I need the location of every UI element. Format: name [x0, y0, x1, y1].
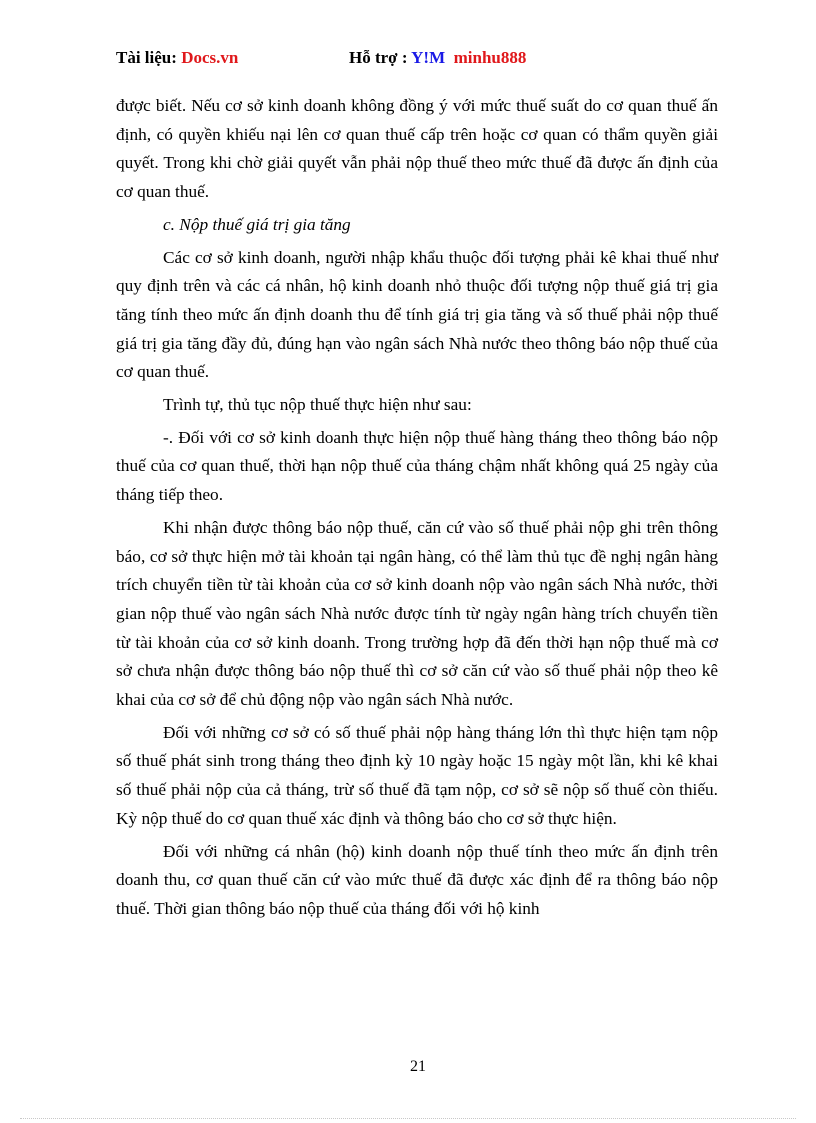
section-heading-vat-payment: c. Nộp thuế giá trị gia tăng — [163, 214, 351, 234]
paragraph: Đối với những cá nhân (hộ) kinh doanh nộp thuế tính theo mức ấn định trên doanh thu, cơ quan thuế căn cứ vào mức thuế đã được xác định để ra thông báo nộp thuế. Thời gian thông báo nộp thuế của tháng đối với hộ kinh — [116, 841, 718, 918]
doc-site-link[interactable]: Docs.vn — [181, 48, 239, 67]
paragraph: Đối với những cơ sở có số thuế phải nộp hàng tháng lớn thì thực hiện tạm nộp số thuế phát sinh trong tháng theo định kỳ 10 ngày hoặc 15 ngày một lần, khi kê khai số thuế phải nộp của cả tháng, trừ số thuế đã tạm nộp, cơ sở sẽ nộp số thuế còn thiếu. Kỳ nộp thuế do cơ quan thuế xác định và thông báo cho cơ sở thực hiện. — [116, 722, 718, 828]
paragraph: Khi nhận được thông báo nộp thuế, căn cứ vào số thuế phải nộp ghi trên thông báo, cơ sở thực hiện mở tài khoản tại ngân hàng, có thể làm thủ tục đề nghị ngân hàng trích chuyển tiền từ tài khoản của cơ sở kinh doanh nộp vào ngân sách Nhà nước, thời gian nộp thuế vào ngân sách Nhà nước được tính từ ngày ngân hàng trích chuyển tiền từ tài khoản của cơ sở kinh doanh. Trong trường hợp đã đến thời hạn nộp thuế mà cơ sở chưa nhận được thông báo nộp thuế thì cơ sở căn cứ vào số thuế phải nộp theo kê khai của cơ sở để chủ động nộp vào ngân sách Nhà nước. — [116, 517, 718, 710]
ym-label: Y!M — [411, 48, 446, 67]
page-bottom-divider — [20, 1118, 796, 1119]
paragraph: Trình tự, thủ tục nộp thuế thực hiện như sau: — [163, 395, 472, 415]
page-number: 21 — [410, 1058, 426, 1075]
support-info: Hỗ trợ : Y!M minhu888 — [349, 48, 527, 67]
paragraph: -. Đối với cơ sở kinh doanh thực hiện nộp thuế hàng tháng theo thông báo nộp thuế của cơ quan thuế, thời hạn nộp thuế của tháng chậm nhất không quá 25 ngày của tháng tiếp theo. — [116, 427, 718, 505]
paragraph-continued: được biết. Nếu cơ sở kinh doanh không đồng ý với mức thuế suất do cơ quan thuế ấn định, có quyền khiếu nại lên cơ quan thuế cấp trên hoặc cơ quan có thẩm quyền giải quyết. Trong khi chờ giải quyết vẫn phải nộp thuế theo mức thuế đã được ấn định của cơ quan thuế. — [116, 96, 718, 202]
support-username: minhu888 — [453, 48, 527, 67]
doc-source: Tài liệu: Docs.vn — [116, 48, 239, 67]
document-body — [116, 92, 718, 928]
page-header — [116, 48, 736, 72]
doc-label: Tài liệu — [116, 48, 172, 67]
support-label: Hỗ trợ — [349, 48, 398, 67]
paragraph: Các cơ sở kinh doanh, người nhập khẩu thuộc đối tượng phải kê khai thuế như quy định trên và các cá nhân, hộ kinh doanh nhỏ thuộc đối tượng nộp thuế giá trị gia tăng tính theo mức ấn định doanh thu để tính giá trị gia tăng và số thuế phải nộp thuế giá trị gia tăng đầy đủ, đúng hạn vào ngân sách Nhà nước theo thông báo nộp thuế của cơ quan thuế. — [116, 247, 718, 382]
